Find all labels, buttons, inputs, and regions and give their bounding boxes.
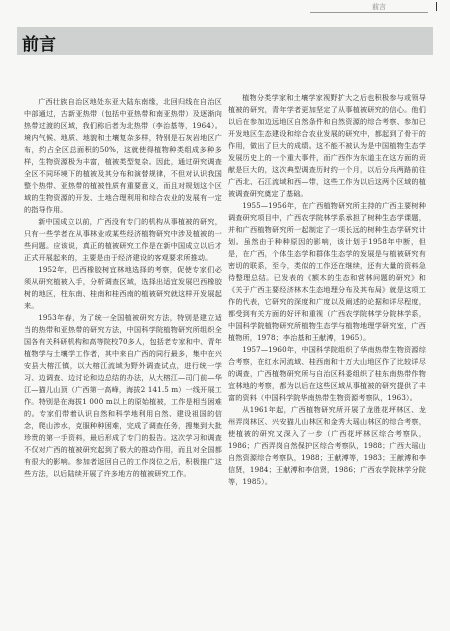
paragraph: 1957—1960年，中国科学院组织了华南热带生物资源综合考察，在红水河流域、桂西南和十万大山地区作了比较详尽的调查，广西植物研究所与自治区科委组织了桂东南热带作物宜林地的考察，都为以后在这些区域从事植被的研究提供了丰富的资料（中国科学院华南热带生物资源考察队，1963）。 xyxy=(228,345,426,402)
header-mark xyxy=(436,2,437,11)
page-title: 前言 xyxy=(22,35,56,55)
paragraph: 广西壮族自治区地处东亚大陆东南缘，北回归线在自治区中部通过，古新亚热带（包括中亚热带和南亚热带）及逐渐向热带过渡的区域，我们称后者为北热带（李治基等，1964）。境内气候、地质、地貌和土壤复杂多样，特别是石灰岩地区广布，约占全区总面积的50%，这就使得植物种类组成多种多样，生物资源极为丰富，植被类型复杂。因此，通过研究调查全区不同环境下的植被及其分布和演替规律，不但对认识我国整个热带、亚热带的植被性质有重要意义，而且对规划这个区域的生物资源的开发、土地合理利用和综合农业的发展有一定的指导作用。 xyxy=(24,97,222,214)
paragraph: 1953年春，为了统一全国植被研究方法，特别是建立适当的热带和亚热带的研究方法，中国科学院植物研究所组织全国各有关科研机构和高等院校70多人，包括老专家和中、青年植物学与土壤学工作者，其中来自广西的同行最多，集中在兴安县大榕江镇，以大榕江流域为野外调查试点，进行统一学习、边调查、边讨论和边总结的办法，从大榕江—司门前—华江—猫儿山顶（广西第一高峰，海拔2 141.5 m）一线开展工作。特别是在海拔1 000 m以上的原始植被，工作是相当困难的。专家们带着认识自然和科学地利用自然、建设祖国的信念，爬山涉水，克服种种困难，完成了调查任务，搜集到大批珍贵的第一手资料，最后形成了专门的报告。这次学习和调查不仅对广西的植被研究起到了极大的推动作用，而且对全国都有很大的影响。参加者返回自己的工作岗位之后，积极推广这些方法，以后陆续开展了许多地方的植被研究工作。 xyxy=(24,313,222,478)
header-rule xyxy=(310,12,428,13)
title-bar xyxy=(17,27,433,55)
left-column xyxy=(24,96,222,480)
paragraph: 1955—1956年，在广西植物研究所主持的广西主要树种调查研究项目中，广西农学院林学系承担了树种生态学课题，并和广西植物研究所一起制定了一项长远的树种生态学研究计划。虽然由于种种原因的影响，该计划于1958年中断，但是，在广西，个体生态学和群体生态学的发展是与植被研究有密切的联系，至今，类似的工作还在继续，还有大量的资料急待整理总结。已发表的《额木的生态和营林问题的研究》和《关于广西主要经济林木生态地理分布及其布局》就是这项工作的代表，它研究的深度和广度以及阐述的论据和详尽程度，都受到有关方面的好评和重视（广西农学院林学分院林学系，中国科学院植物研究所植物生态学与植物地理学研究室，广西植物所，1978；李治基和王献溥，1965）。 xyxy=(228,201,426,342)
paragraph: 植物分类学家和土壤学家视野扩大之后也积极参与或领导植被的研究，青年学者更加坚定了从事植被研究的信心。他们以后在参加边远地区自然条件和自然资源的综合考察、参加已开发地区生态建设和综合农业发展的研究中，都起到了骨干的作用，做出了巨大的成绩。这不能不被认为是中国植物生态学发展历史上的一个重大事件，而广西作为东道主在这方面的贡献是巨大的，这次典型调查历时约一个月，以后分兵两路前往广西北、石江流域和西—带，这些工作为以后这两个区域的植被调查研究奠定了基础。 xyxy=(228,93,426,198)
running-header: 前言 xyxy=(372,3,386,11)
paragraph: 从1961年起，广西植物研究所开展了龙胜花坪林区、龙州弄岗林区、兴安猫儿山林区和金秀大瑶山林区的综合考察，使植被的研究又深入了一步（广西花坪林区综合考察队，1986；广西弄岗自然保护区综合考察队，1988；广西大瑶山自然资源综合考察队，1988；王献溥等，1983；王献溥和李信贤，1984；王献溥和李信贤，1986；广西农学院林学分院等，1985）。 xyxy=(228,405,426,486)
paragraph: 1952年，巴西橡胶树宜林地选择的考察，促使专家们必须从研究植被入手，分析调查区域，选择出适宜发展巴西橡胶树的地区，柱东南、桂南和桂西南的植被研究就这样开发展起来。 xyxy=(24,265,222,310)
right-column xyxy=(228,92,426,488)
paragraph: 新中国成立以前，广西没有专门的机构从事植被的研究，只有一些学者在从事林业或某些经济植物研究中涉及植被的一些问题。应该说，真正的植被研究工作是在新中国成立以后才正式开展起来的，主要是由于经济建设的客观要求所推动。 xyxy=(24,217,222,262)
